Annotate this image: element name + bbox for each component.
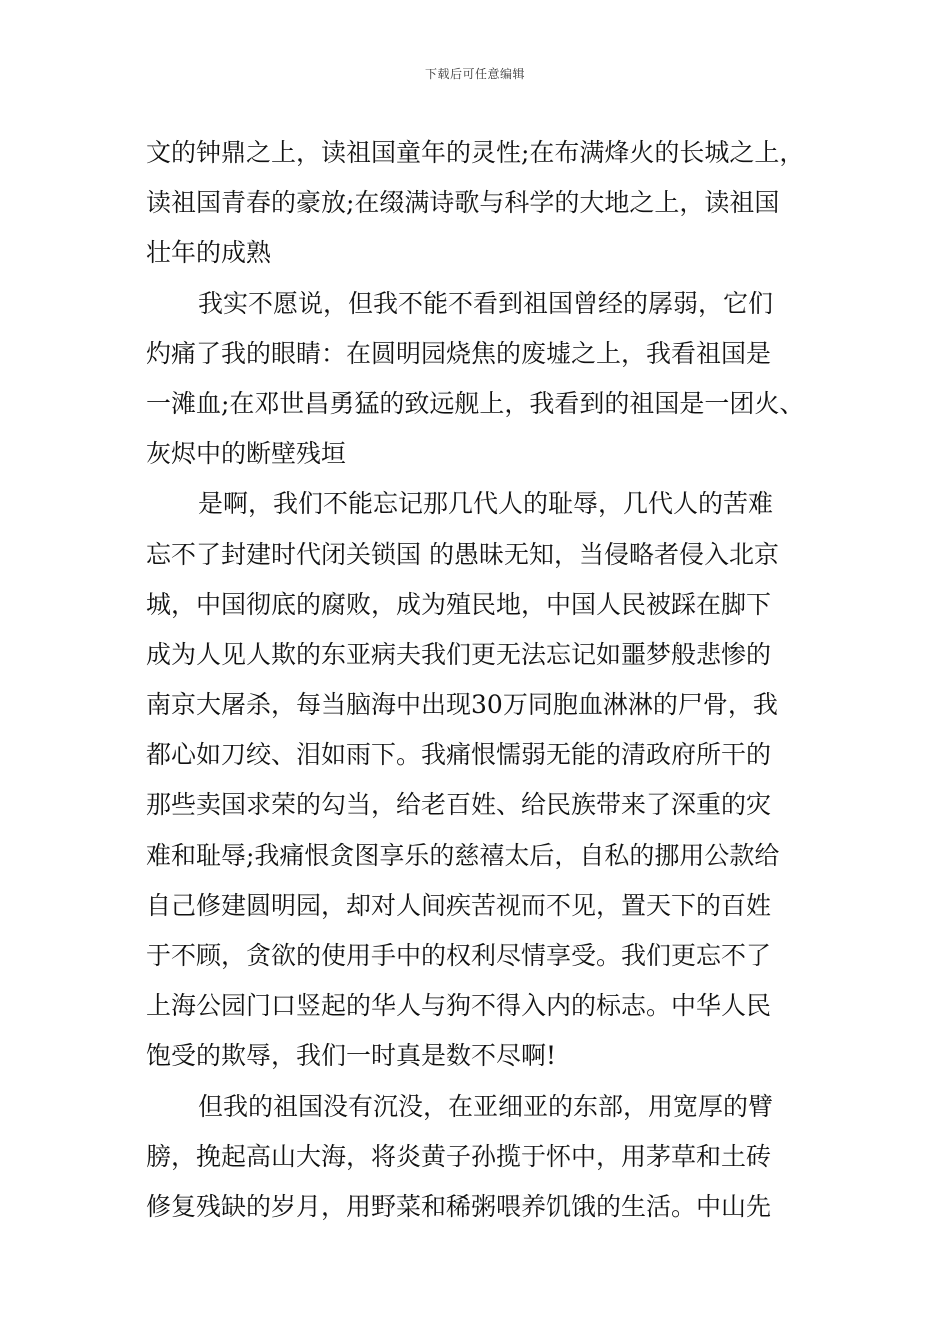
text-line: 自己修建圆明园，却对人间疾苦视而不见，置天下的百姓 [146,890,772,920]
document-body [146,128,806,1232]
text-line: 城，中国彻底的腐败，成为殖民地，中国人民被踩在脚下 [146,589,772,619]
text-line: 那些卖国求荣的勾当，给老百姓、给民族带来了深重的灾 [146,790,772,820]
text-line: 修复残缺的岁月，用野菜和稀粥喂养饥饿的生活。中山先 [146,1191,772,1221]
text-line: 忘不了封建时代闭关锁国 的愚昧无知，当侵略者侵入北京 [146,539,779,569]
text-line: 灼痛了我的眼睛：在圆明园烧焦的废墟之上，我看祖国是 [146,338,772,368]
paragraph [146,128,806,279]
text-line: 上海公园门口竖起的华人与狗不得入内的标志。中华人民 [146,991,772,1021]
text-line: 文的钟鼎之上，读祖国童年的灵性;在布满烽火的长城之上， [146,138,805,167]
text-line: 膀，挽起高山大海，将炎黄子孙揽于怀中，用茅草和土砖 [146,1141,772,1171]
text-line: 但我的祖国没有沉没，在亚细亚的东部，用宽厚的臂 [198,1091,774,1121]
text-line: 都心如刀绞、泪如雨下。我痛恨懦弱无能的清政府所干的 [146,740,772,770]
text-line: 成为人见人欺的东亚病夫我们更无法忘记如噩梦般悲惨的 [146,639,772,669]
text-line: 难和耻辱;我痛恨贪图享乐的慈禧太后，自私的挪用公款给 [146,840,780,870]
text-line: 一滩血;在邓世昌勇猛的致远舰上，我看到的祖国是一团火、 [146,388,805,418]
text-line: 读祖国青春的豪放;在缀满诗歌与科学的大地之上，读祖国 [146,188,780,218]
page-header: 下载后可任意编辑 [424,67,525,81]
paragraph [146,479,806,1081]
text-line: 是啊，我们不能忘记那几代人的耻辱，几代人的苦难 [198,489,774,519]
text-line: 壮年的成熟 [146,238,272,268]
text-line: 于不顾，贪欲的使用手中的权利尽情享受。我们更忘不了 [146,941,772,970]
paragraph [146,1082,806,1233]
text-line: 灰烬中的断壁残垣 [146,439,347,469]
text-line: 南京大屠杀，每当脑海中出现30万同胞血淋淋的尸骨，我 [146,690,778,720]
text-line: 我实不愿说，但我不能不看到祖国曾经的孱弱，它们 [198,288,774,318]
text-line: 饱受的欺辱，我们一时真是数不尽啊! [146,1041,557,1071]
paragraph [146,279,806,480]
